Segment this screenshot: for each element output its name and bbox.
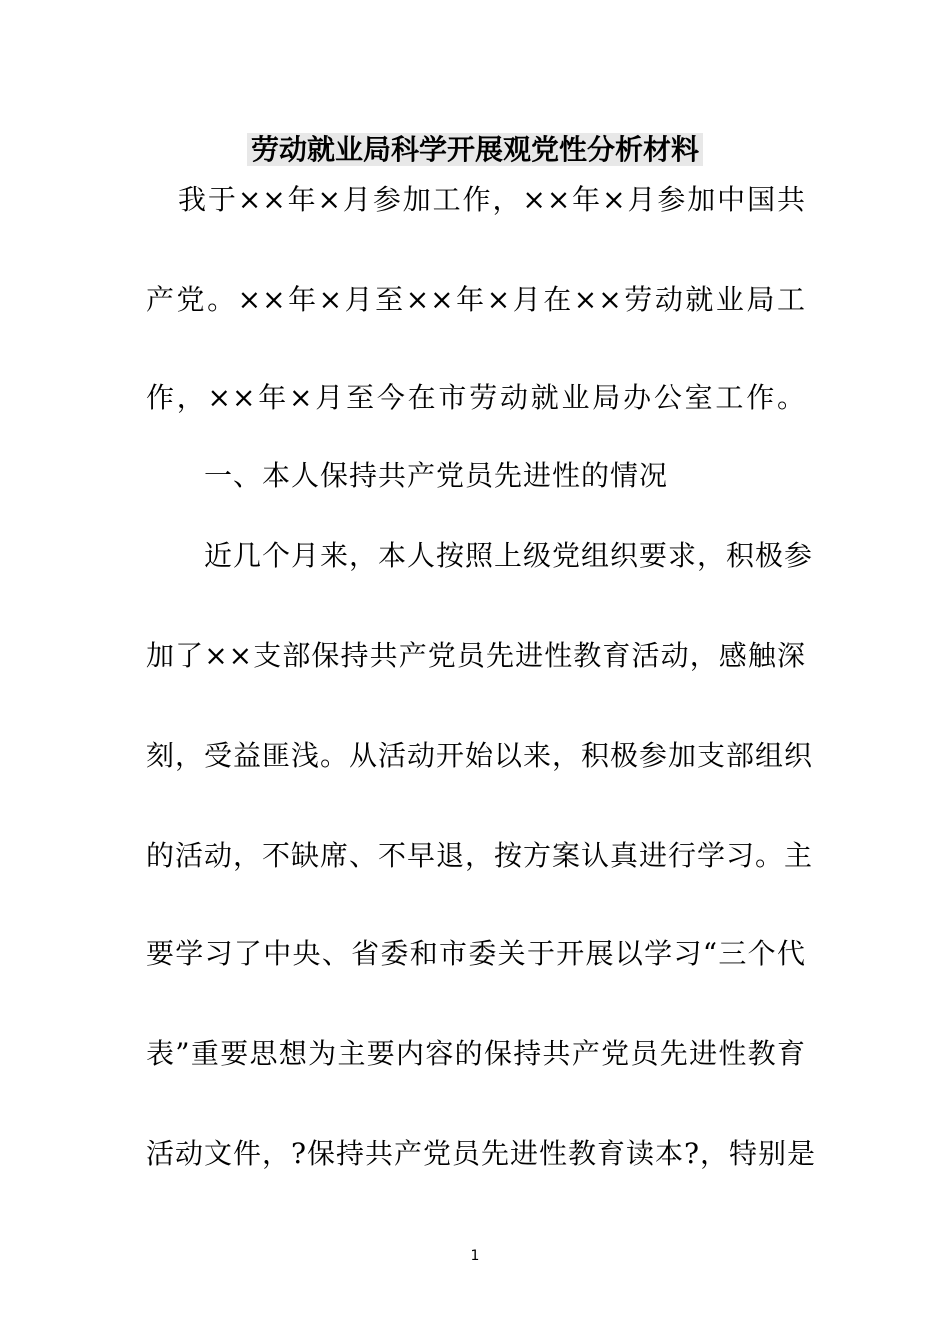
paragraph-line: 活动文件，?保持共产党员先进性教育读本?，特别是 bbox=[146, 1137, 817, 1170]
section-heading: 一、本人保持共产党员先进性的情况 bbox=[204, 459, 669, 492]
page-number: 1 bbox=[470, 1248, 480, 1264]
document-title bbox=[0, 128, 950, 172]
paragraph-line: 作，××年×月至今在市劳动就业局办公室工作。 bbox=[146, 381, 806, 414]
document-title-text: 劳动就业局科学开展观党性分析材料 bbox=[247, 133, 703, 166]
paragraph-line: 要学习了中央、省委和市委关于开展以学习“三个代 bbox=[146, 937, 806, 970]
paragraph-line: 的活动，不缺席、不早退，按方案认真进行学习。主 bbox=[146, 839, 814, 872]
paragraph-line: 产党。××年×月至××年×月在××劳动就业局工 bbox=[146, 283, 806, 316]
paragraph-line: 我于××年×月参加工作，××年×月参加中国共 bbox=[178, 183, 806, 216]
paragraph-line: 加了××支部保持共产党员先进性教育活动，感触深 bbox=[146, 639, 806, 672]
paragraph-line: 近几个月来，本人按照上级党组织要求，积极参 bbox=[204, 539, 814, 572]
paragraph-line: 刻，受益匪浅。从活动开始以来，积极参加支部组织 bbox=[146, 739, 814, 772]
paragraph-line: 表”重要思想为主要内容的保持共产党员先进性教育 bbox=[146, 1037, 806, 1070]
